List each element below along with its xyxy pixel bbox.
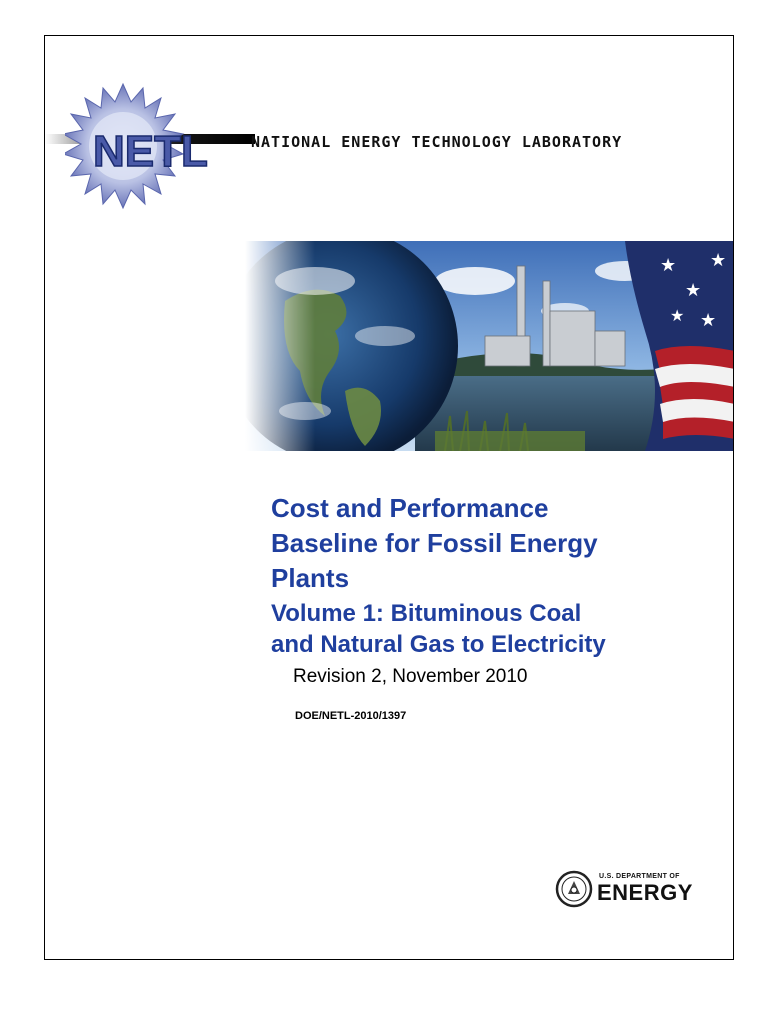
svg-text:★: ★ bbox=[660, 255, 677, 276]
title-line: Plants bbox=[271, 563, 350, 593]
title-line: Cost and Performance bbox=[271, 493, 549, 523]
document-title bbox=[271, 491, 731, 596]
doe-energy-text: ENERGY bbox=[597, 880, 693, 905]
doe-seal-icon bbox=[555, 870, 593, 908]
lab-name: NATIONAL ENERGY TECHNOLOGY LABORATORY bbox=[251, 133, 623, 151]
doe-department-text: U.S. DEPARTMENT OF bbox=[599, 873, 680, 880]
report-number: DOE/NETL-2010/1397 bbox=[295, 710, 407, 722]
svg-text:★: ★ bbox=[710, 250, 727, 271]
svg-text:★: ★ bbox=[670, 306, 685, 325]
title-line: Baseline for Fossil Energy bbox=[271, 528, 598, 558]
netl-logo bbox=[65, 76, 265, 216]
svg-text:★: ★ bbox=[685, 280, 702, 301]
cover-banner-image bbox=[245, 241, 734, 451]
logo-text: NETL bbox=[93, 127, 208, 176]
doe-logo bbox=[555, 870, 695, 910]
document-title-block bbox=[271, 491, 731, 660]
volume-line: Volume 1: Bituminous Coal bbox=[271, 600, 582, 627]
document-cover bbox=[44, 35, 734, 960]
revision-date: Revision 2, November 2010 bbox=[293, 666, 528, 687]
svg-text:★: ★ bbox=[700, 310, 717, 331]
volume-line: and Natural Gas to Electricity bbox=[271, 631, 606, 658]
volume-subtitle bbox=[271, 598, 731, 660]
